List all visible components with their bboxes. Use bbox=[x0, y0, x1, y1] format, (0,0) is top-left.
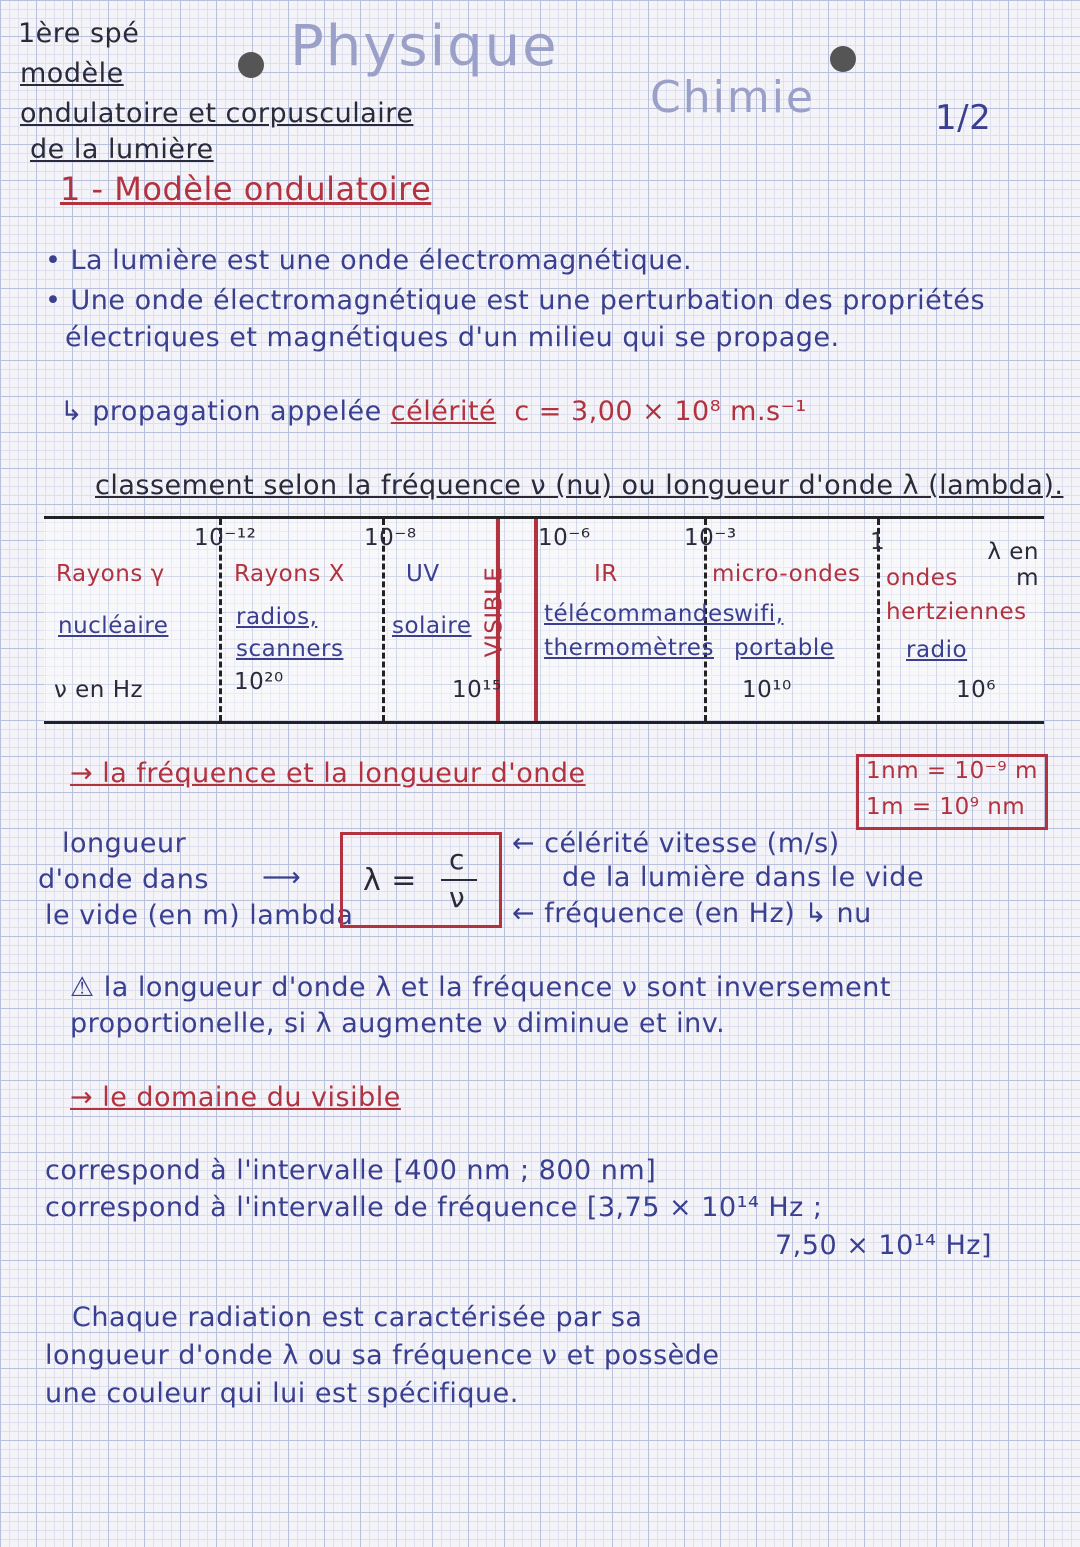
band-name: UV bbox=[406, 561, 440, 587]
warning: ⚠ la longueur d'onde λ et la fréquence ν sont inversement bbox=[70, 972, 891, 1003]
formula-left-label: d'onde dans bbox=[38, 864, 209, 895]
formula-right-label: de la lumière dans le vide bbox=[562, 862, 925, 893]
bullet-dot-icon bbox=[238, 52, 264, 78]
section-title: 1 - Modèle ondulatoire bbox=[60, 170, 432, 208]
bullet: • La lumière est une onde électromagnétique. bbox=[45, 245, 693, 276]
formula-right-label: ← fréquence (en Hz) ↳ nu bbox=[512, 898, 872, 929]
band-source: radios, scanners bbox=[236, 604, 344, 662]
arrow-icon: ⟶ bbox=[262, 862, 302, 893]
band-source: radio bbox=[906, 637, 968, 663]
formula-left-label: longueur bbox=[62, 828, 187, 859]
propagation: ↳ propagation appelée célérité c = 3,00 × 10⁸ m.s⁻¹ bbox=[60, 396, 807, 427]
frequency-tick: 10²⁰ bbox=[234, 669, 284, 695]
bullet-dot-icon bbox=[830, 46, 856, 72]
formula-right-label: ← célérité vitesse (m/s) bbox=[512, 828, 840, 859]
conclusion: longueur d'onde λ ou sa fréquence ν et possède bbox=[45, 1340, 720, 1371]
band-name: ondes hertziennes bbox=[886, 565, 1027, 625]
band-source: solaire bbox=[392, 613, 472, 639]
band-name: Rayons γ bbox=[56, 561, 165, 587]
bullet: • Une onde électromagnétique est une perturbation des propriétés bbox=[45, 285, 986, 316]
wavelength-tick: 10⁻³ bbox=[684, 525, 737, 551]
relation-heading: → la fréquence et la longueur d'onde bbox=[70, 758, 586, 789]
page-number: 1/2 bbox=[935, 98, 992, 138]
title-line: ondulatoire et corpusculaire bbox=[20, 98, 414, 129]
band-source: wifi, portable bbox=[734, 601, 835, 661]
bullet-continued: électriques et magnétiques d'un milieu qui se propage. bbox=[65, 322, 840, 353]
level: 1ère spé bbox=[18, 18, 140, 49]
title-line: de la lumière bbox=[30, 134, 214, 165]
subject-chimie: Chimie bbox=[650, 72, 815, 123]
conclusion: Chaque radiation est caractérisée par sa bbox=[72, 1302, 643, 1333]
electromagnetic-spectrum bbox=[44, 516, 1044, 724]
band-source: télécommandes thermomètres bbox=[544, 601, 736, 661]
visible-line: 7,50 × 10¹⁴ Hz] bbox=[775, 1230, 993, 1261]
band-name: micro-ondes bbox=[712, 561, 861, 587]
visible-heading: → le domaine du visible bbox=[70, 1082, 401, 1113]
formula-box bbox=[340, 832, 502, 928]
visible-line: correspond à l'intervalle de fréquence [3,75 × 10¹⁴ Hz ; bbox=[45, 1192, 823, 1223]
band-name: Rayons X bbox=[234, 561, 345, 587]
subject-physique: Physique bbox=[290, 14, 559, 79]
formula-lhs: λ = bbox=[363, 863, 417, 898]
conversion: 1m = 10⁹ nm bbox=[866, 794, 1026, 820]
frequency-tick: 10¹⁵ bbox=[452, 677, 502, 703]
conversion: 1nm = 10⁻⁹ m bbox=[866, 758, 1038, 784]
wavelength-tick: 1 bbox=[870, 529, 886, 555]
band-name: IR bbox=[594, 561, 618, 587]
title-line: modèle bbox=[20, 58, 124, 89]
wavelength-tick: 10⁻⁶ bbox=[538, 525, 591, 551]
formula-left-label: le vide (en m) lambda bbox=[45, 900, 354, 931]
band-name: VISIBLE bbox=[481, 566, 508, 658]
formula-denominator: ν bbox=[449, 881, 466, 914]
wavelength-unit: λ en m bbox=[987, 539, 1039, 591]
wavelength-tick: 10⁻¹² bbox=[194, 525, 257, 551]
warning: proportionelle, si λ augmente ν diminue et inv. bbox=[70, 1008, 726, 1039]
frequency-tick: 10¹⁰ bbox=[742, 677, 792, 703]
conclusion: une couleur qui lui est spécifique. bbox=[45, 1378, 519, 1409]
wavelength-tick: 10⁻⁸ bbox=[364, 525, 417, 551]
frequency-tick: 10⁶ bbox=[956, 677, 996, 703]
visible-line: correspond à l'intervalle [400 nm ; 800 nm] bbox=[45, 1155, 657, 1186]
frequency-unit: ν en Hz bbox=[54, 677, 144, 703]
formula-numerator: c bbox=[449, 843, 465, 876]
classement: classement selon la fréquence ν (nu) ou longueur d'onde λ (lambda). bbox=[95, 470, 1064, 501]
band-source: nucléaire bbox=[58, 613, 169, 639]
